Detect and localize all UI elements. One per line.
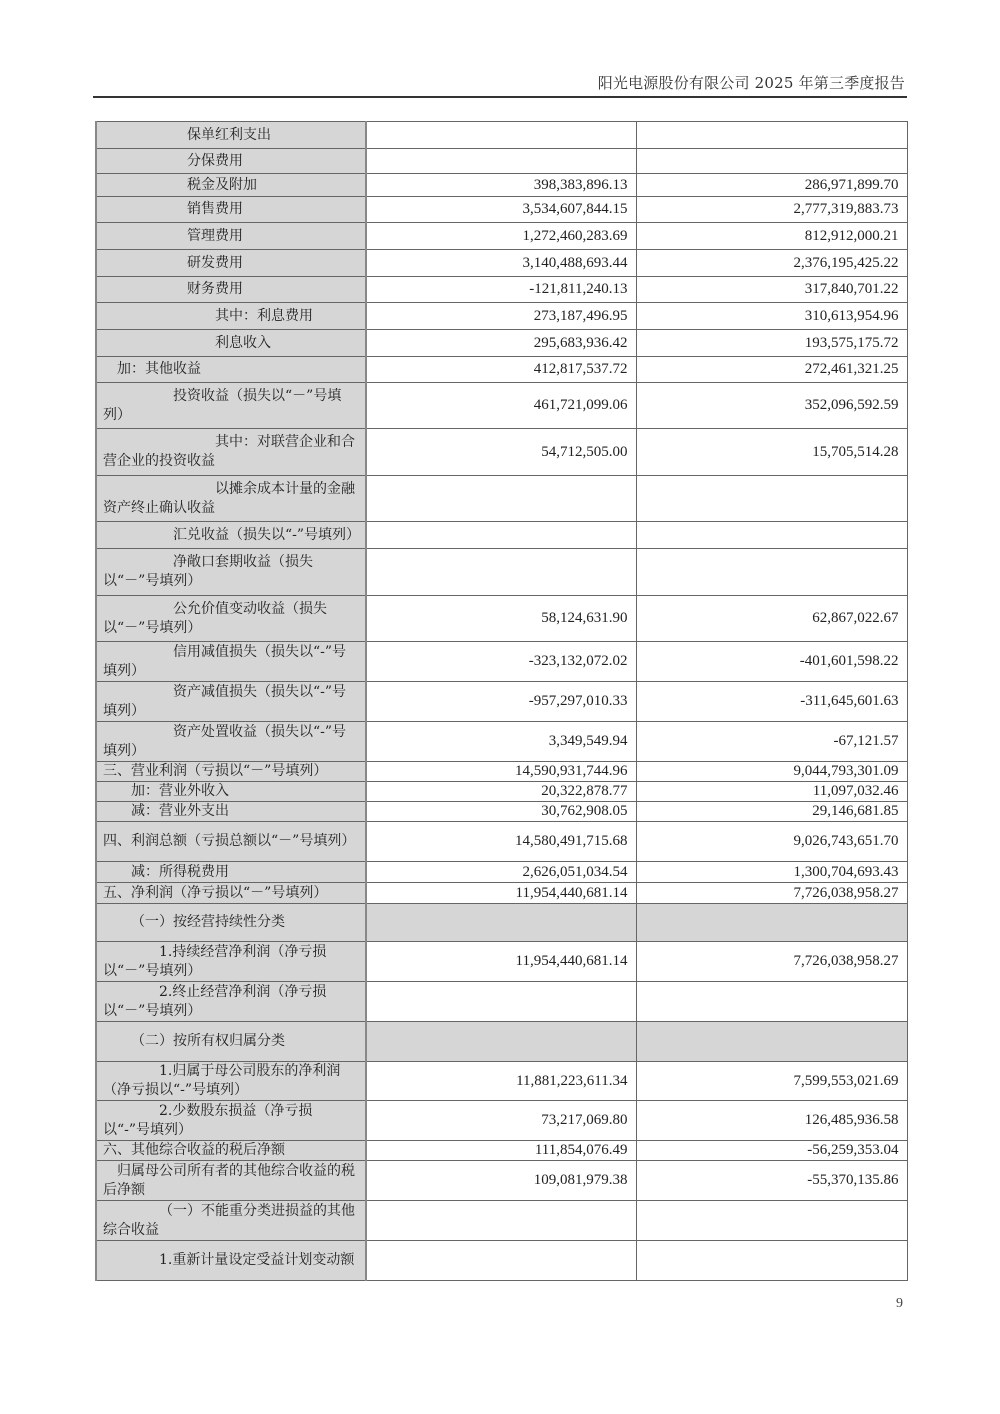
- previous-period-value: -55,370,135.86: [636, 1161, 907, 1201]
- row-label: 以摊余成本计量的金融资产终止确认收益: [96, 476, 366, 522]
- row-label: 1.持续经营净利润（净亏损以“－”号填列）: [96, 942, 366, 982]
- row-label: 其中：对联营企业和合营企业的投资收益: [96, 429, 366, 476]
- table-row: [96, 522, 907, 549]
- report-header-title: 阳光电源股份有限公司 2025 年第三季度报告: [597, 74, 905, 92]
- table-row: [96, 982, 907, 1022]
- row-label: 利息收入: [96, 330, 366, 357]
- table-row: [96, 357, 907, 383]
- table-row: [96, 782, 907, 802]
- previous-period-value: 11,097,032.46: [636, 782, 907, 802]
- row-label: （一）按经营持续性分类: [96, 904, 366, 942]
- row-label: 财务费用: [96, 277, 366, 303]
- previous-period-value: -401,601,598.22: [636, 642, 907, 682]
- table-row: [96, 1141, 907, 1161]
- row-label: 其中：利息费用: [96, 303, 366, 330]
- income-statement-table: [95, 121, 908, 1281]
- table-row: [96, 762, 907, 782]
- previous-period-value: -56,259,353.04: [636, 1141, 907, 1161]
- table-row: [96, 1201, 907, 1241]
- previous-period-value: 193,575,175.72: [636, 330, 907, 357]
- previous-period-value: [636, 904, 907, 942]
- row-label: 三、营业利润（亏损以“－”号填列）: [96, 762, 366, 782]
- current-period-value: [366, 549, 636, 596]
- previous-period-value: 9,026,743,651.70: [636, 822, 907, 862]
- table-row: [96, 549, 907, 596]
- row-label: 四、利润总额（亏损总额以“－”号填列）: [96, 822, 366, 862]
- row-label: 研发费用: [96, 250, 366, 277]
- previous-period-value: -67,121.57: [636, 722, 907, 762]
- current-period-value: 11,881,223,611.34: [366, 1062, 636, 1101]
- current-period-value: [366, 522, 636, 549]
- current-period-value: -957,297,010.33: [366, 682, 636, 722]
- current-period-value: 109,081,979.38: [366, 1161, 636, 1201]
- current-period-value: 3,140,488,693.44: [366, 250, 636, 277]
- row-label: 减：所得税费用: [96, 862, 366, 883]
- current-period-value: 295,683,936.42: [366, 330, 636, 357]
- table-row: [96, 862, 907, 883]
- row-label: 税金及附加: [96, 174, 366, 197]
- row-label: 减：营业外支出: [96, 802, 366, 822]
- previous-period-value: 2,376,195,425.22: [636, 250, 907, 277]
- previous-period-value: -311,645,601.63: [636, 682, 907, 722]
- table-row: [96, 250, 907, 277]
- table-row: [96, 197, 907, 223]
- current-period-value: 14,580,491,715.68: [366, 822, 636, 862]
- current-period-value: 398,383,896.13: [366, 174, 636, 197]
- row-label: 资产处置收益（损失以“-”号填列）: [96, 722, 366, 762]
- row-label: 加：其他收益: [96, 357, 366, 383]
- current-period-value: 14,590,931,744.96: [366, 762, 636, 782]
- previous-period-value: 317,840,701.22: [636, 277, 907, 303]
- previous-period-value: 310,613,954.96: [636, 303, 907, 330]
- row-label: 管理费用: [96, 223, 366, 250]
- previous-period-value: 7,599,553,021.69: [636, 1062, 907, 1101]
- previous-period-value: 9,044,793,301.09: [636, 762, 907, 782]
- current-period-value: [366, 904, 636, 942]
- current-period-value: 11,954,440,681.14: [366, 942, 636, 982]
- previous-period-value: 2,777,319,883.73: [636, 197, 907, 223]
- row-label: （一）不能重分类进损益的其他综合收益: [96, 1201, 366, 1241]
- current-period-value: 20,322,878.77: [366, 782, 636, 802]
- current-period-value: 273,187,496.95: [366, 303, 636, 330]
- current-period-value: [366, 982, 636, 1022]
- current-period-value: 2,626,051,034.54: [366, 862, 636, 883]
- row-label: 2.终止经营净利润（净亏损以“－”号填列）: [96, 982, 366, 1022]
- table-row: [96, 883, 907, 904]
- table-row: [96, 174, 907, 197]
- current-period-value: [366, 476, 636, 522]
- previous-period-value: 29,146,681.85: [636, 802, 907, 822]
- current-period-value: 58,124,631.90: [366, 596, 636, 642]
- row-label: 五、净利润（净亏损以“－”号填列）: [96, 883, 366, 904]
- table-row: [96, 429, 907, 476]
- previous-period-value: [636, 1022, 907, 1062]
- table-row: [96, 802, 907, 822]
- table-row: [96, 303, 907, 330]
- table-row: [96, 277, 907, 303]
- row-label: 保单红利支出: [96, 122, 366, 149]
- row-label: 信用减值损失（损失以“-”号填列）: [96, 642, 366, 682]
- current-period-value: [366, 1022, 636, 1062]
- previous-period-value: 7,726,038,958.27: [636, 942, 907, 982]
- current-period-value: [366, 1201, 636, 1241]
- current-period-value: 111,854,076.49: [366, 1141, 636, 1161]
- row-label: 1.重新计量设定受益计划变动额: [96, 1241, 366, 1281]
- current-period-value: 73,217,069.80: [366, 1101, 636, 1141]
- row-label: 净敞口套期收益（损失以“－”号填列）: [96, 549, 366, 596]
- row-label: 1.归属于母公司股东的净利润（净亏损以“-”号填列）: [96, 1062, 366, 1101]
- previous-period-value: 286,971,899.70: [636, 174, 907, 197]
- current-period-value: 412,817,537.72: [366, 357, 636, 383]
- previous-period-value: 812,912,000.21: [636, 223, 907, 250]
- previous-period-value: 62,867,022.67: [636, 596, 907, 642]
- table-row: [96, 1161, 907, 1201]
- table-row: [96, 1241, 907, 1281]
- previous-period-value: 126,485,936.58: [636, 1101, 907, 1141]
- current-period-value: [366, 149, 636, 174]
- row-label: 归属母公司所有者的其他综合收益的税后净额: [96, 1161, 366, 1201]
- row-label: 汇兑收益（损失以“-”号填列）: [96, 522, 366, 549]
- current-period-value: 30,762,908.05: [366, 802, 636, 822]
- current-period-value: 461,721,099.06: [366, 383, 636, 429]
- row-label: 2.少数股东损益（净亏损以“-”号填列）: [96, 1101, 366, 1141]
- previous-period-value: [636, 522, 907, 549]
- table-row: [96, 223, 907, 250]
- previous-period-value: [636, 122, 907, 149]
- current-period-value: [366, 122, 636, 149]
- previous-period-value: [636, 549, 907, 596]
- row-label: （二）按所有权归属分类: [96, 1022, 366, 1062]
- table-row: [96, 149, 907, 174]
- previous-period-value: [636, 1201, 907, 1241]
- current-period-value: -323,132,072.02: [366, 642, 636, 682]
- previous-period-value: [636, 476, 907, 522]
- current-period-value: 3,349,549.94: [366, 722, 636, 762]
- table-row: [96, 822, 907, 862]
- previous-period-value: 352,096,592.59: [636, 383, 907, 429]
- table-row: [96, 383, 907, 429]
- current-period-value: 1,272,460,283.69: [366, 223, 636, 250]
- table-row: [96, 1022, 907, 1062]
- table-row: [96, 904, 907, 942]
- current-period-value: [366, 1241, 636, 1281]
- table-row: [96, 330, 907, 357]
- table-row: [96, 596, 907, 642]
- table-row: [96, 122, 907, 149]
- previous-period-value: [636, 1241, 907, 1281]
- table-row: [96, 642, 907, 682]
- current-period-value: 11,954,440,681.14: [366, 883, 636, 904]
- previous-period-value: 15,705,514.28: [636, 429, 907, 476]
- header-divider: [93, 96, 907, 98]
- row-label: 公允价值变动收益（损失以“－”号填列）: [96, 596, 366, 642]
- table-row: [96, 476, 907, 522]
- row-label: 分保费用: [96, 149, 366, 174]
- table-row: [96, 1062, 907, 1101]
- previous-period-value: 7,726,038,958.27: [636, 883, 907, 904]
- current-period-value: 3,534,607,844.15: [366, 197, 636, 223]
- previous-period-value: 272,461,321.25: [636, 357, 907, 383]
- table-row: [96, 942, 907, 982]
- table-row: [96, 1101, 907, 1141]
- row-label: 投资收益（损失以“－”号填列）: [96, 383, 366, 429]
- previous-period-value: 1,300,704,693.43: [636, 862, 907, 883]
- row-label: 六、其他综合收益的税后净额: [96, 1141, 366, 1161]
- row-label: 资产减值损失（损失以“-”号填列）: [96, 682, 366, 722]
- current-period-value: -121,811,240.13: [366, 277, 636, 303]
- table-row: [96, 722, 907, 762]
- current-period-value: 54,712,505.00: [366, 429, 636, 476]
- table-row: [96, 682, 907, 722]
- page-number: 9: [896, 1296, 903, 1311]
- row-label: 加：营业外收入: [96, 782, 366, 802]
- previous-period-value: [636, 982, 907, 1022]
- row-label: 销售费用: [96, 197, 366, 223]
- previous-period-value: [636, 149, 907, 174]
